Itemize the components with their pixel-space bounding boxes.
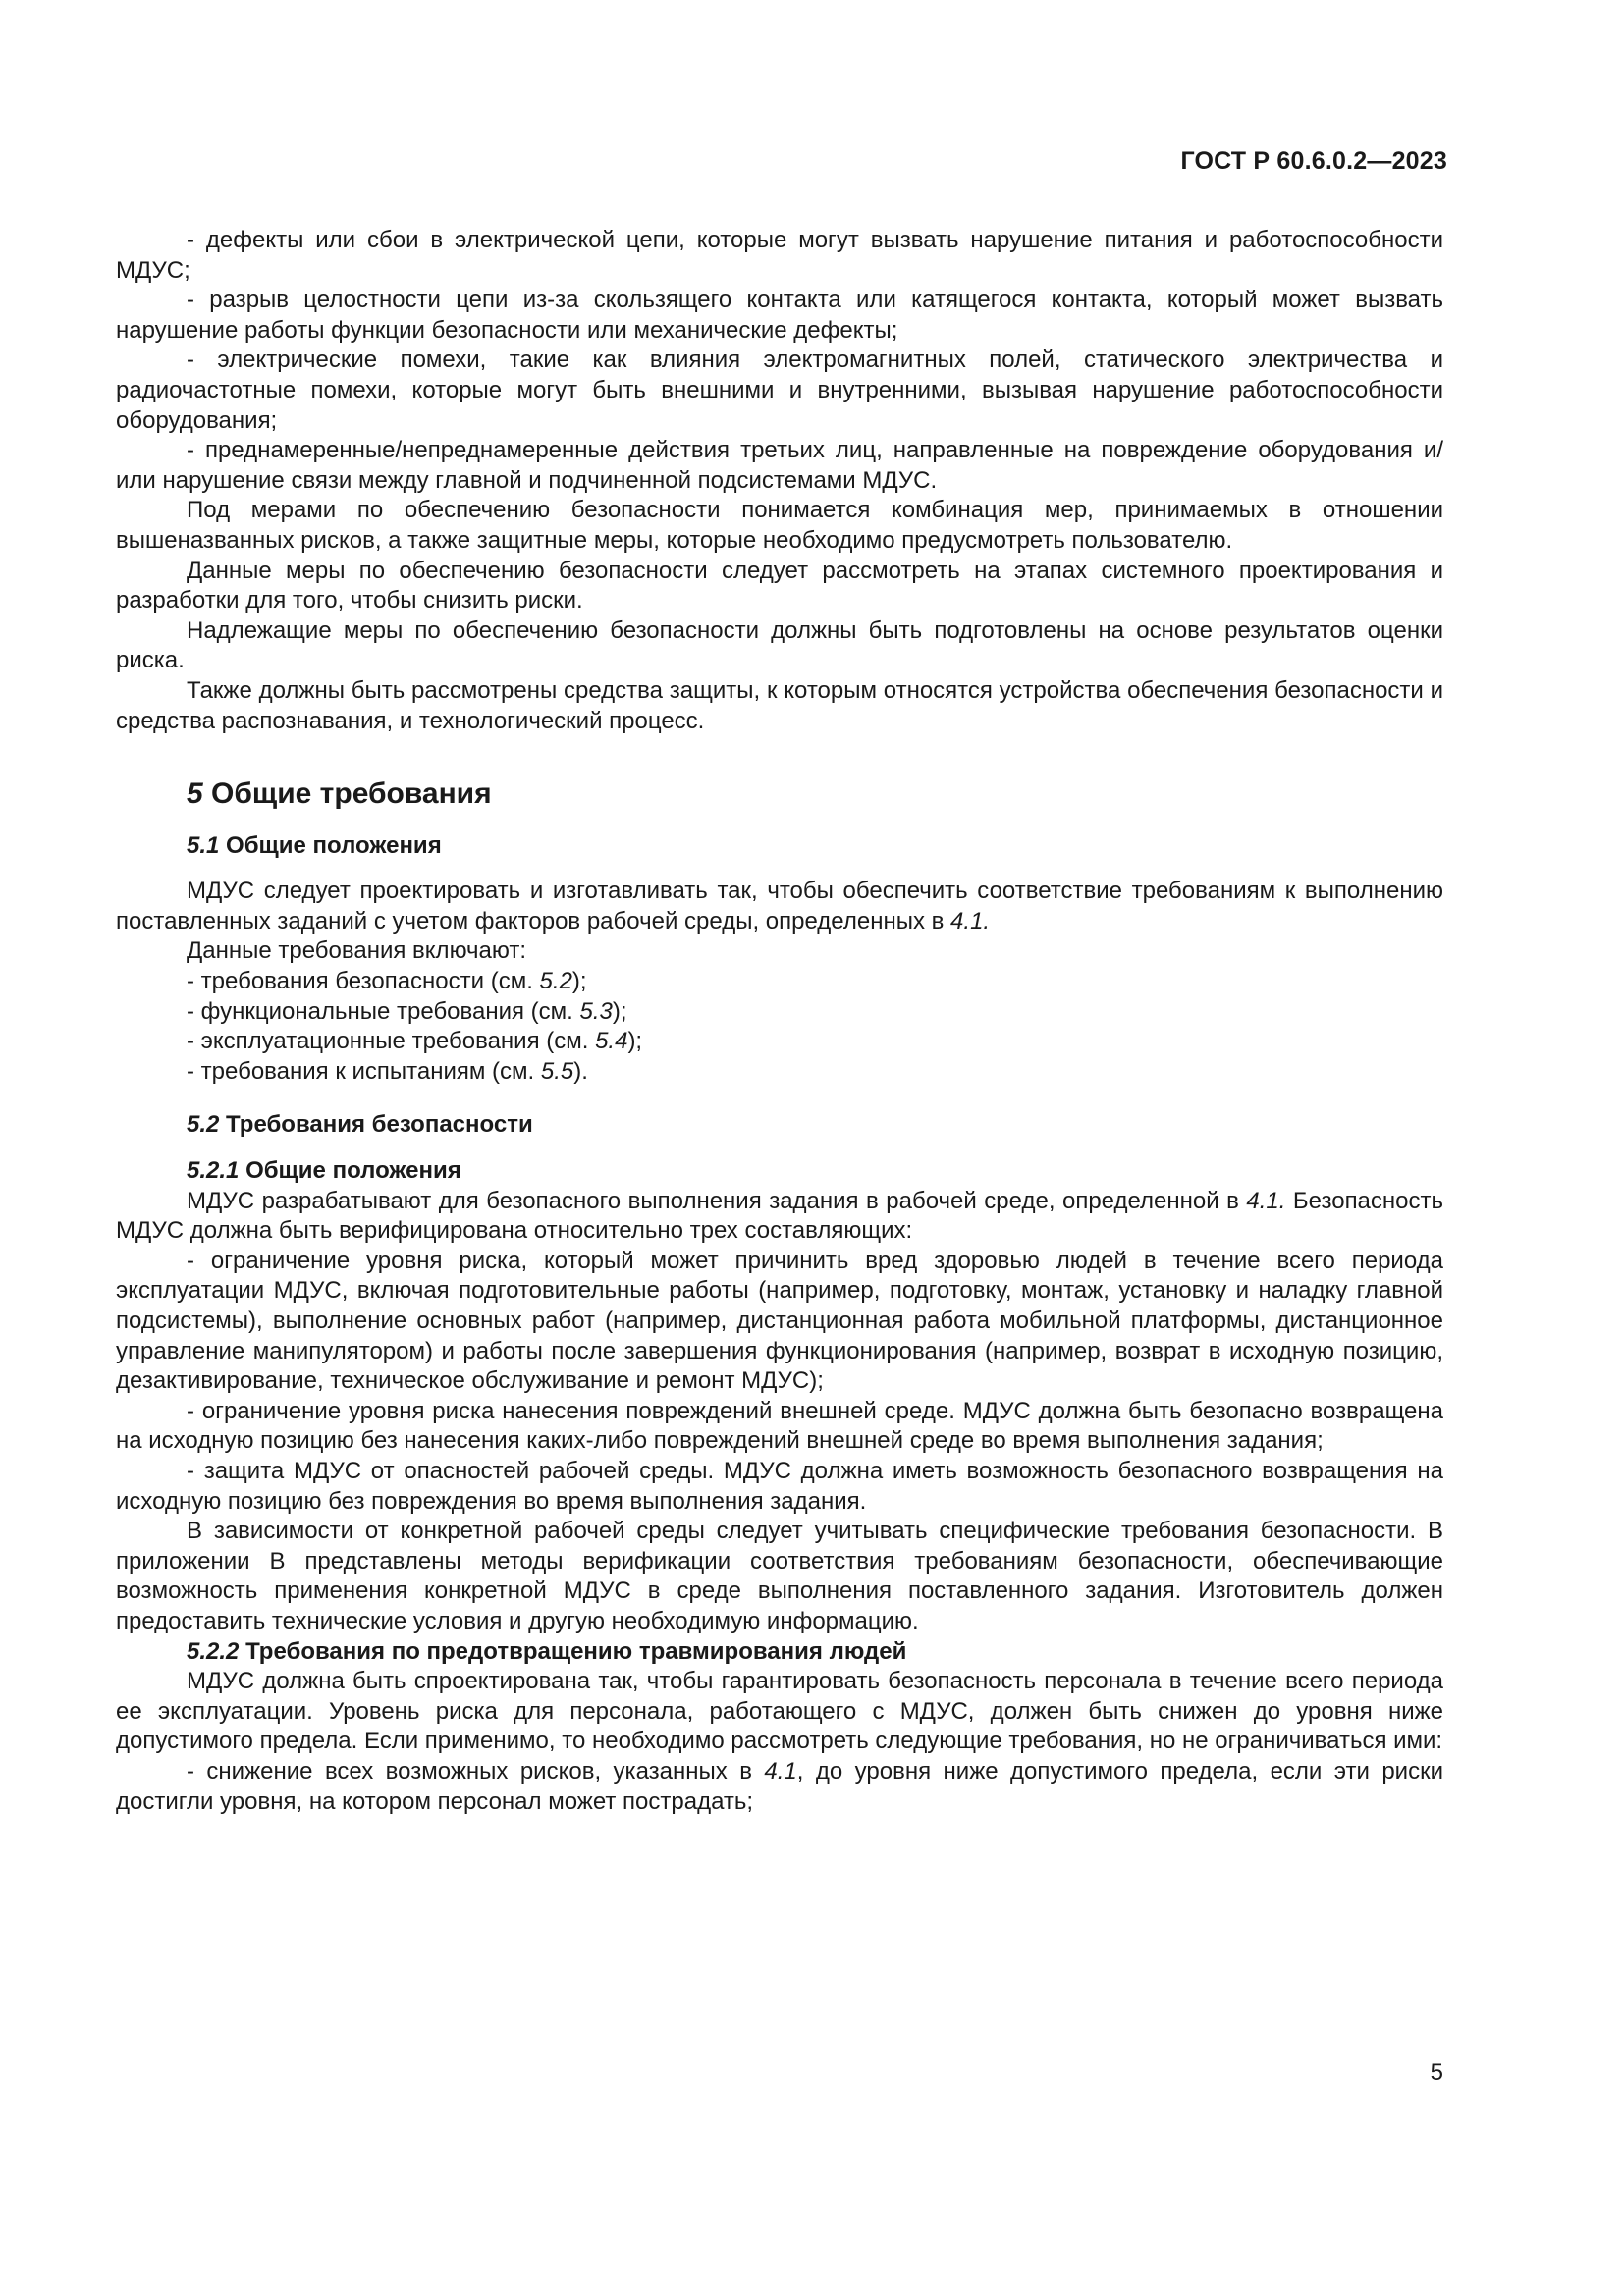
page-number: 5 bbox=[1430, 2059, 1443, 2086]
list-item: - ограничение уровня риска, который может причинить вред здоровью людей в течение всего периода эксплуатации МДУС, включая подготовительные работы (например, подготовку, монтаж, установку и наладку главной подсистемы), выполнение основных работ (например, дистанционная работа мобильной платформы, дистанционное управление манипулятором) и работы после завершения функционирования (например, возврат в исходную позицию, дезактивирование, техническое обслуживание и ремонт МДУС); bbox=[116, 1247, 1443, 1395]
clause-title: Требования по предотвращению травмирования людей bbox=[245, 1637, 907, 1665]
clause-heading bbox=[116, 1637, 1443, 1668]
list-item bbox=[116, 1057, 1443, 1088]
paragraph-text: МДУС следует проектировать и изготавливать так, чтобы обеспечить соответствие требованиям к выполнению поставленных заданий с учетом факторов рабочей среды, определенных в bbox=[116, 878, 1443, 934]
paragraph: МДУС должна быть спроектирована так, чтобы гарантировать безопасность персонала в течение всего периода ее эксплуатации. Уровень риска для персонала, работающего с МДУС, должен быть снижен до уровня ниже допустимого предела. Если применимо, то необходимо рассмотреть следующие требования, но не ограничиваться ими: bbox=[116, 1668, 1443, 1755]
cross-reference: 4.1. bbox=[950, 907, 991, 934]
cross-reference: 4.1. bbox=[1246, 1187, 1286, 1214]
list-item-end: ). bbox=[573, 1057, 588, 1085]
list-item-end: ); bbox=[612, 997, 627, 1025]
paragraph: В зависимости от конкретной рабочей среды следует учитывать специфические требования безопасности. В приложении В представлены методы верификации соответствия требованиям безопасности, обеспечивающие возможность применения конкретной МДУС в среде выполнения поставленного задания. Изготовитель должен предоставить технические условия и другую необходимую информацию. bbox=[116, 1518, 1443, 1634]
list-item-text: - эксплуатационные требования (см. bbox=[187, 1028, 596, 1055]
cross-reference: 4.1 bbox=[764, 1757, 797, 1785]
cross-reference: 5.5 bbox=[540, 1057, 574, 1085]
list-item: - электрические помехи, такие как влияния электромагнитных полей, статического электричества и радиочастотные помехи, которые могут быть внешними и внутренними, вызывая нарушение работоспособности оборудования; bbox=[116, 347, 1443, 434]
subsection-heading bbox=[116, 831, 1443, 862]
clause-title: Общие положения bbox=[245, 1157, 461, 1185]
list-item: - дефекты или сбои в электрической цепи, которые могут вызвать нарушение питания и работоспособности МДУС; bbox=[116, 227, 1443, 284]
paragraph: Также должны быть рассмотрены средства защиты, к которым относятся устройства обеспечения безопасности и средства распознавания, и технологический процесс. bbox=[116, 676, 1443, 734]
section-heading bbox=[116, 779, 1443, 810]
cross-reference: 5.3 bbox=[579, 997, 613, 1025]
subsection-number: 5.2 bbox=[187, 1111, 220, 1139]
list-item bbox=[116, 967, 1443, 997]
list-item-end: ); bbox=[627, 1028, 643, 1055]
list-item bbox=[116, 1757, 1443, 1817]
list-item-text: - функциональные требования (см. bbox=[187, 997, 580, 1025]
paragraph bbox=[116, 877, 1443, 936]
section-title: Общие требования bbox=[211, 777, 492, 811]
list-item-end: ); bbox=[571, 968, 587, 995]
section-number: 5 bbox=[187, 777, 203, 811]
subsection-title: Общие положения bbox=[226, 831, 442, 859]
clause-heading bbox=[116, 1156, 1443, 1187]
subsection-heading bbox=[116, 1110, 1443, 1141]
list-item: - ограничение уровня риска нанесения повреждений внешней среде. МДУС должна быть безопасно возвращена на исходную позицию без нанесения каких-либо повреждений внешней среде во время выполнения задания; bbox=[116, 1397, 1443, 1455]
list-item-text: - требования безопасности (см. bbox=[187, 968, 540, 995]
subsection-title: Требования безопасности bbox=[226, 1111, 533, 1139]
list-item-text: - требования к испытаниям (см. bbox=[187, 1057, 541, 1085]
list-item-text: - снижение всех возможных рисков, указанных в bbox=[187, 1757, 765, 1785]
subsection-number: 5.1 bbox=[187, 831, 220, 859]
page-content bbox=[116, 226, 1443, 1817]
list-item bbox=[116, 997, 1443, 1028]
paragraph: Данные требования включают: bbox=[187, 937, 527, 965]
list-item: - разрыв целостности цепи из-за скользящего контакта или катящегося контакта, который может вызвать нарушение работы функции безопасности или механические дефекты; bbox=[116, 287, 1443, 344]
paragraph-text-rest: Безопасность МДУС должна быть верифицирована относительно трех составляющих: bbox=[116, 1187, 1444, 1245]
paragraph-text: МДУС разрабатывают для безопасного выполнения задания в рабочей среде, определенной в bbox=[187, 1187, 1247, 1214]
list-item bbox=[116, 1027, 1443, 1057]
paragraph: Под мерами по обеспечению безопасности понимается комбинация мер, принимаемых в отношении вышеназванных рисков, а также защитные меры, которые необходимо предусмотреть пользователю. bbox=[116, 497, 1443, 554]
cross-reference: 5.2 bbox=[539, 968, 572, 995]
clause-number: 5.2.2 bbox=[187, 1637, 240, 1665]
document-code-header: ГОСТ Р 60.6.0.2—2023 bbox=[1180, 147, 1447, 175]
clause-number: 5.2.1 bbox=[187, 1157, 240, 1185]
list-item: - защита МДУС от опасностей рабочей среды. МДУС должна иметь возможность безопасного возвращения на исходную позицию без повреждения во время выполнения задания. bbox=[116, 1457, 1443, 1515]
paragraph bbox=[116, 1187, 1443, 1247]
paragraph: Надлежащие меры по обеспечению безопасности должны быть подготовлены на основе результатов оценки риска. bbox=[116, 616, 1443, 674]
cross-reference: 5.4 bbox=[595, 1028, 628, 1055]
list-item-text-rest: , до уровня ниже допустимого предела, если эти риски достигли уровня, на котором персонал может пострадать; bbox=[116, 1757, 1443, 1815]
list-item: - преднамеренные/непреднамеренные действия третьих лиц, направленные на повреждение оборудования и/или нарушение связи между главной и подчиненной подсистемами МДУС. bbox=[116, 437, 1443, 494]
paragraph: Данные меры по обеспечению безопасности следует рассмотреть на этапах системного проектирования и разработки для того, чтобы снизить риски. bbox=[116, 557, 1443, 614]
